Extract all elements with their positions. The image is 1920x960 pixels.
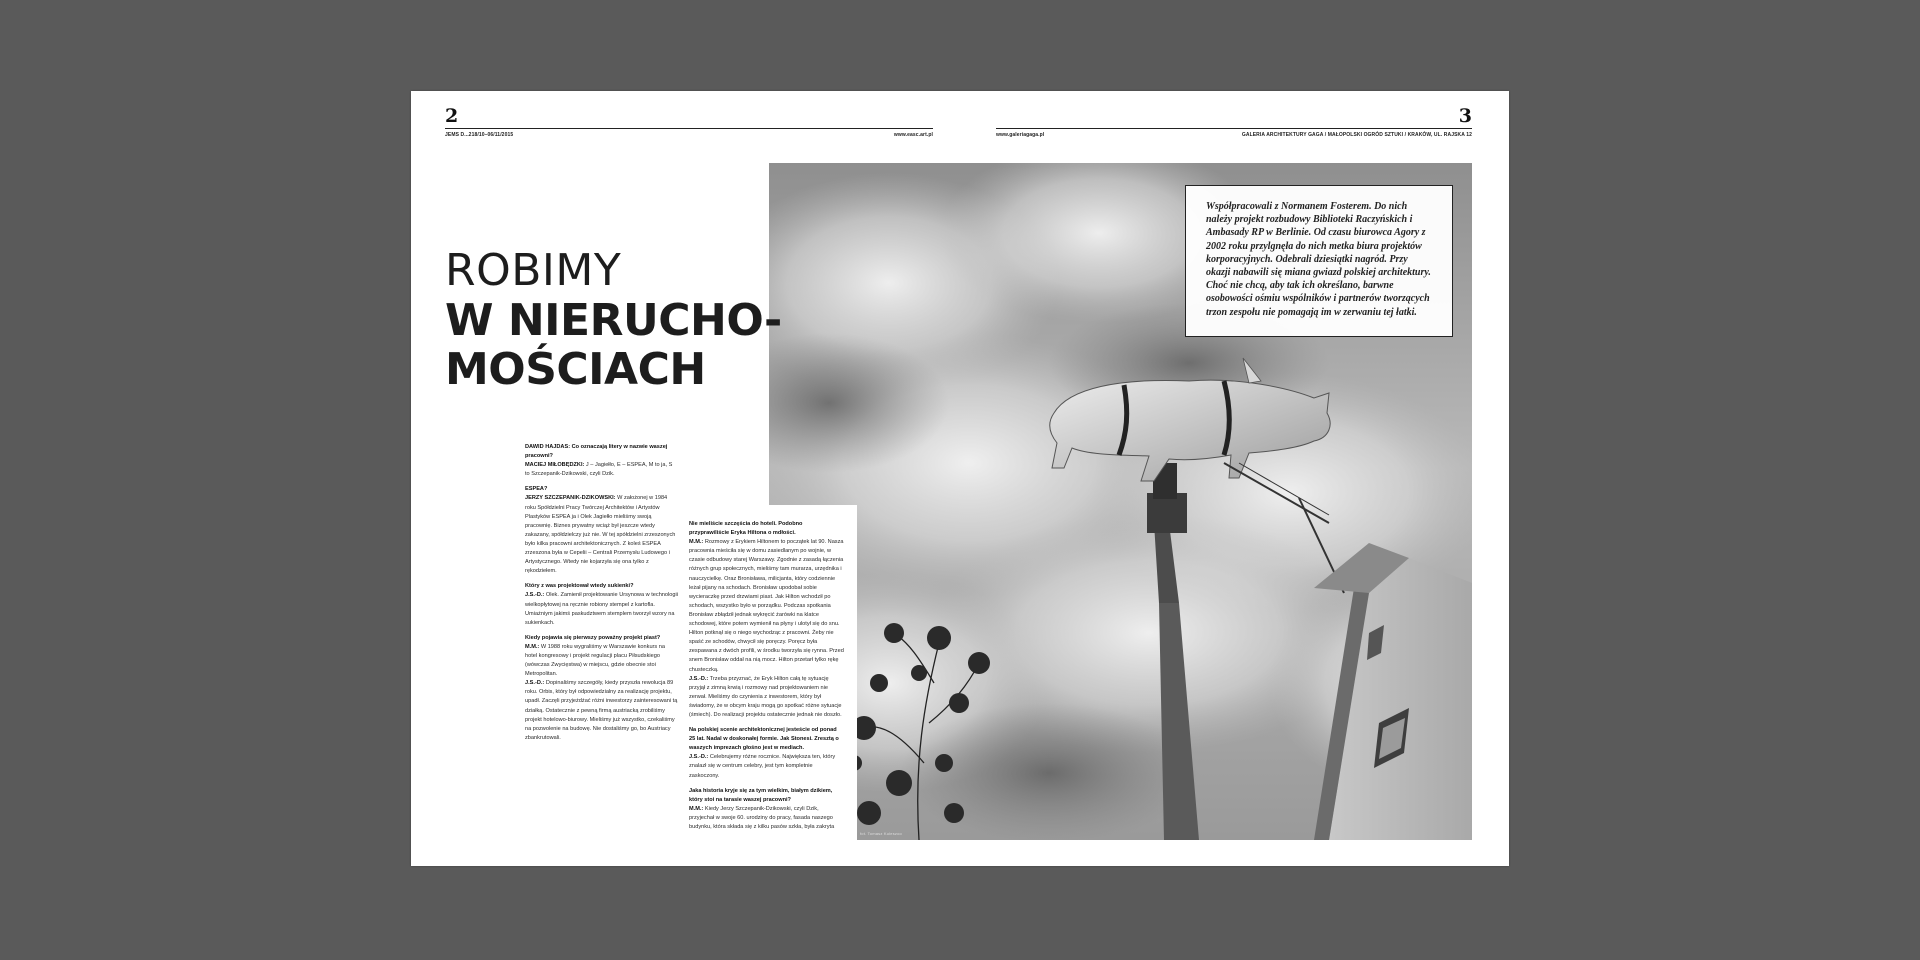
- right-website: www.galeriagaga.pl: [996, 132, 1045, 138]
- qa-block: [689, 520, 844, 675]
- left-issue-info: JEMS D...218/10–06/11/2015: [445, 132, 514, 138]
- title-line-2: W NIERUCHO-: [445, 295, 782, 346]
- answer: Celebrujemy różne rocznice. Największa ten, który znalazł się w centrum celebry, jest tym kompletnie zaskoczony.: [689, 754, 836, 779]
- question: Kiedy pojawia się pierwszy poważny projekt piast?: [525, 634, 661, 641]
- qa-block: [525, 582, 678, 627]
- question: Który z was projektował wtedy sukienki?: [525, 583, 634, 590]
- answer: Kiedy Jerzy Szczepanik-Dzikowski, czyli Dzik, przyjechał w swoje 60. urodziny do pracy, fasada naszego budynku, która składa się z kilku pasów szkła, była zakryta: [689, 805, 835, 830]
- right-page-number: 3: [1458, 105, 1472, 127]
- speaker: J.S.-D.:: [689, 675, 709, 682]
- speaker: M.M.:: [525, 643, 540, 650]
- speaker: J.S.-D.:: [525, 592, 545, 599]
- left-website: www.easc.art.pl: [893, 132, 933, 138]
- question: Na polskiej scenie architektonicznej jesteście od ponad 25 lat. Nadal w doskonałej formie. Jak Stonesi. Zresztą o waszych imprezach głośno jest w mediach.: [689, 727, 839, 752]
- title-line-3: MOŚCIACH: [445, 344, 706, 395]
- speaker: J.S.-D.:: [525, 680, 545, 687]
- qa-block: [689, 726, 844, 781]
- gallery-address: GALERIA ARCHITEKTURY GAGA / MAŁOPOLSKI OGRÓD SZTUKI / KRAKÓW, UL. RAJSKA 12: [1241, 132, 1472, 138]
- article-column-2: [689, 520, 844, 838]
- answer: W założonej w 1984 roku Spółdzielni Pracy Twórczej Architektów i Artystów Plastyków ESPEA ja i Olek Jagiełło mieliśmy swoją pracownię. Biznes prywatny wciąż był jeszcze wtedy zakazany, spółdzielczy już nie. W tej spółdzielni zrzeszonych było kilka pracowni architektonicznych. Z koleś ESPEA zrzeszona była w Cepelii – Centrali Przemysłu Ludowego i Artystycznego. Wtedy nie kojarzyła się ona tylko z rękodziełem.: [525, 495, 676, 575]
- article-column-1: [525, 443, 678, 749]
- qa-block: [525, 443, 678, 479]
- speaker: M.M.:: [689, 539, 704, 546]
- speaker: JERZY SZCZEPANIK-DZIKOWSKI:: [525, 495, 616, 502]
- article-title: [445, 246, 782, 394]
- right-header-rule: [996, 128, 1472, 129]
- pull-quote-box: Współpracowali z Normanem Fosterem. Do nich należy projekt rozbudowy Biblioteki Raczyńskich i Ambasady RP w Berlinie. Od czasu biurowca Agory z 2002 roku przylgnęła do nich metka biura projektów korporacyjnych. Odebrali dziesiątki nagród. Przy okazji nabawili się miana gwiazd polskiej architektury. Choć nie chcą, aby tak ich określano, barwne osobowości ośmiu wspólników i partnerów tworzących trzon zespołu nie pomagają im w zerwaniu tej łatki.: [1185, 185, 1453, 337]
- answer: Dopinaliśmy szczegóły, kiedy przyszła rewolucja 89 roku. Orbis, który był odpowiedzialny za realizację projektu, upadł. Zaczęli przyjeżdżać różni inwestorzy zainteresowani tą działką. Ostatecznie z pewną firmą austriacką zrobiliśmy projekt hotelowo-biurowy. Mieliśmy już wszystko, czekaliśmy na pozwolenie na budowę. Nie dostaliśmy go, bo Austriacy zbankrutowali.: [525, 680, 678, 741]
- qa-block: [689, 675, 844, 720]
- question: DAWID HAJDAS: Co oznaczają litery w nazwie waszej pracowni?: [525, 444, 668, 460]
- question: Nie mieliście szczęścia do hoteli. Podobno przyprawiliście Eryka Hiltona o mdłości.: [689, 521, 803, 537]
- question: ESPEA?: [525, 486, 548, 493]
- answer: Rozmowy z Erykiem Hiltonem to początek lat 90. Nasza pracownia mieściła się w domu zasiedlanym po wojnie, w czasie odbudowy starej Warszawy. Zgodnie z zasadą łączenia różnych grup społecznych, mieliśmy tam murarza, urzędnika i nauczycielkę. Oraz Bronisława, milicjanta, który codziennie leżał pijany na schodach. Bronisław upodobał sobie wycieraczkę przed drzwiami piast. Jak Hilton wchodził po schodach, wszystko było w porządku. Podczas spotkania Bronisław zbłądził jednak wykręcić żarówki na klatce schodowej, które potem wymienił na płyny i ulotył się do snu. Hilton potknął się o niego wychodząc z pracowni. Żeby nie spaść ze schodów, chwycił się poręczy. Poręcz była zespawana z dwóch profili, w środku tworzyła się rynna. Przed snem Bronisław oddał na nią mocz. Hilton przetarł tylko rękę chusteczką.: [689, 539, 844, 673]
- speaker: M.M.:: [689, 805, 704, 812]
- magazine-spread: [411, 91, 1509, 866]
- answer: J – Jagiełło, E – ESPEA, M to ja, S to Szczepanik-Dzikowski, czyli Dzik.: [525, 462, 673, 478]
- question: Jaka historia kryje się za tym wielkim, białym dzikiem, który stoi na tarasie waszej pracowni?: [689, 787, 833, 803]
- answer: Olek. Zamienił projektowanie Ursynowa w technologii wielkopłytowej na ręcznie robiony stempel z kartofla. Umiażniym jakimś paskudztwem stemplem tworzył wzory na sukienkach.: [525, 592, 678, 626]
- answer: W 1988 roku wygraliśmy w Warszawie konkurs na hotel kongresowy i projekt regulacji placu Piłsudskiego (wówczas Zwycięstwa) w miejscu, gdzie obecnie stoi Metropolitan.: [525, 643, 665, 678]
- qa-block: [525, 485, 678, 576]
- photo-credit: fot. Tomasz Kuleszoo: [860, 831, 902, 836]
- speaker: J.S.-D.:: [689, 754, 709, 761]
- qa-block: [525, 634, 678, 679]
- left-page-number: 2: [445, 105, 459, 127]
- qa-block: [525, 679, 678, 743]
- answer: Trzeba przyznać, że Eryk Hilton całą tę sytuację przyjął z zimną krwią i rozmowy nad projektowaniem nie zerwał. Mieliśmy do czynienia z inwestorem, który był świadomy, że w obcym kraju mogą go spotkać różne sytuacje (śmiech). Do realizacji projektu ostatecznie jednak nie doszło.: [689, 675, 842, 718]
- title-line-1: ROBIMY: [445, 245, 622, 296]
- speaker: MACIEJ MIŁOBĘDZKI:: [525, 462, 585, 469]
- left-header-rule: [445, 128, 933, 129]
- qa-block: [689, 787, 844, 832]
